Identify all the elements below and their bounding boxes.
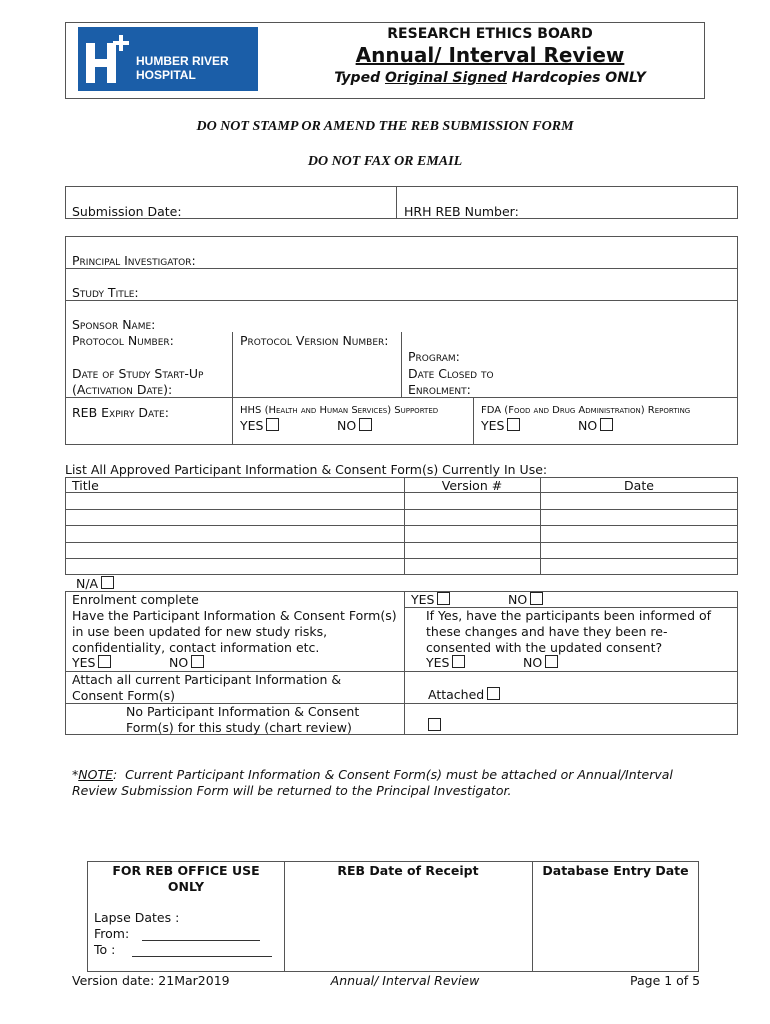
footer-version: Version date: 21Mar2019 <box>72 973 230 988</box>
fda-no[interactable]: NO <box>578 418 613 433</box>
database-entry-label: Database Entry Date <box>542 863 689 878</box>
enrolment-yes[interactable]: YES <box>411 592 450 607</box>
startup-label: Date of Study Start-Up (Activation Date): <box>72 366 204 397</box>
note-text: Current Participant Information & Consent Form(s) must be attached or Annual/Interval Review Submission Form will be returned to the Principal Investigator. <box>72 767 673 798</box>
expiry-label: REB Expiry Date: <box>72 405 169 420</box>
reb-receipt-label: REB Date of Receipt <box>337 863 479 878</box>
na-checkbox[interactable] <box>101 576 114 589</box>
fda-yes[interactable]: YES <box>481 418 520 433</box>
footer-doc-title: Annual/ Interval Review <box>330 973 480 988</box>
fda-yes-checkbox[interactable] <box>507 418 520 431</box>
attached-option[interactable]: Attached <box>428 687 500 702</box>
no-forms-label: No Participant Information & Consent Form(s) for this study (chart review) <box>126 704 360 735</box>
program-label: Program: <box>408 349 460 364</box>
office-use-title: FOR REB OFFICE USE ONLY <box>112 863 260 894</box>
hhs-no-checkbox[interactable] <box>359 418 372 431</box>
from-field[interactable]: From: <box>94 926 129 941</box>
to-field[interactable]: To : <box>94 942 115 957</box>
attached-checkbox[interactable] <box>487 687 500 700</box>
updated-question: Have the Participant Information & Consent Form(s) in use been updated for new study risks, confidentiality, contact information etc. <box>72 608 397 655</box>
hhs-no[interactable]: NO <box>337 418 372 433</box>
protocol-number-label: Protocol Number: <box>72 333 174 348</box>
h-plus-icon <box>84 33 132 85</box>
informed-yes[interactable]: YES <box>426 655 465 670</box>
fda-no-checkbox[interactable] <box>600 418 613 431</box>
to-line[interactable] <box>132 956 272 957</box>
fda-label: FDA (Food and Drug Administration) Reporting <box>481 405 691 416</box>
col-date: Date <box>624 478 654 493</box>
updated-no-checkbox[interactable] <box>191 655 204 668</box>
page-title: Annual/ Interval Review <box>355 43 625 67</box>
informed-yes-checkbox[interactable] <box>452 655 465 668</box>
hhs-yes[interactable]: YES <box>240 418 279 433</box>
col-version: Version # <box>441 478 503 493</box>
consent-heading: List All Approved Participant Information & Consent Form(s) Currently In Use: <box>65 462 548 477</box>
closed-label: Date Closed to Enrolment: <box>408 366 494 397</box>
attach-label: Attach all current Participant Information & Consent Form(s) <box>72 672 342 703</box>
informed-question: If Yes, have the participants been informed of these changes and have they been re-consented with the updated consent? <box>426 608 712 655</box>
logo-line2: HOSPITAL <box>136 68 196 82</box>
note: *NOTE: Current Participant Information & Consent Form(s) must be attached or Annual/Interval Review Submission Form will be returned to the Principal Investigator. <box>72 767 673 798</box>
updated-no[interactable]: NO <box>169 655 204 670</box>
updated-yes[interactable]: YES <box>72 655 111 670</box>
from-line[interactable] <box>142 940 260 941</box>
no-forms-checkbox[interactable] <box>428 718 441 731</box>
notice-stamp: DO NOT STAMP OR AMEND THE REB SUBMISSION FORM <box>196 119 574 134</box>
updated-yes-checkbox[interactable] <box>98 655 111 668</box>
hhs-yes-checkbox[interactable] <box>266 418 279 431</box>
hospital-logo <box>78 27 258 91</box>
protocol-version-label: Protocol Version Number: <box>240 333 389 348</box>
enrolment-no-checkbox[interactable] <box>530 592 543 605</box>
enrolment-complete-label: Enrolment complete <box>72 592 199 607</box>
page-subtitle: Typed Original Signed Hardcopies ONLY <box>334 70 646 86</box>
pi-label: Principal Investigator: <box>72 253 196 268</box>
reb-number-label: HRH REB Number: <box>404 204 519 219</box>
hhs-label: HHS (Health and Human Services) Supported <box>240 405 439 416</box>
enrolment-no[interactable]: NO <box>508 592 543 607</box>
logo-line1: HUMBER RIVER <box>136 54 229 68</box>
lapse-dates-label: Lapse Dates : <box>94 910 180 925</box>
col-title: Title <box>72 478 99 493</box>
informed-no[interactable]: NO <box>523 655 558 670</box>
notice-fax: DO NOT FAX OR EMAIL <box>307 154 463 169</box>
submission-date-label: Submission Date: <box>72 204 182 219</box>
enrolment-yes-checkbox[interactable] <box>437 592 450 605</box>
study-title-label: Study Title: <box>72 285 139 300</box>
board-name: RESEARCH ETHICS BOARD <box>387 26 593 42</box>
informed-no-checkbox[interactable] <box>545 655 558 668</box>
footer-page: Page 1 of 5 <box>630 973 701 988</box>
sponsor-label: Sponsor Name: <box>72 317 156 332</box>
no-forms-option[interactable] <box>428 718 441 733</box>
note-label: NOTE <box>78 767 113 782</box>
na-option[interactable]: N/A <box>76 576 114 591</box>
